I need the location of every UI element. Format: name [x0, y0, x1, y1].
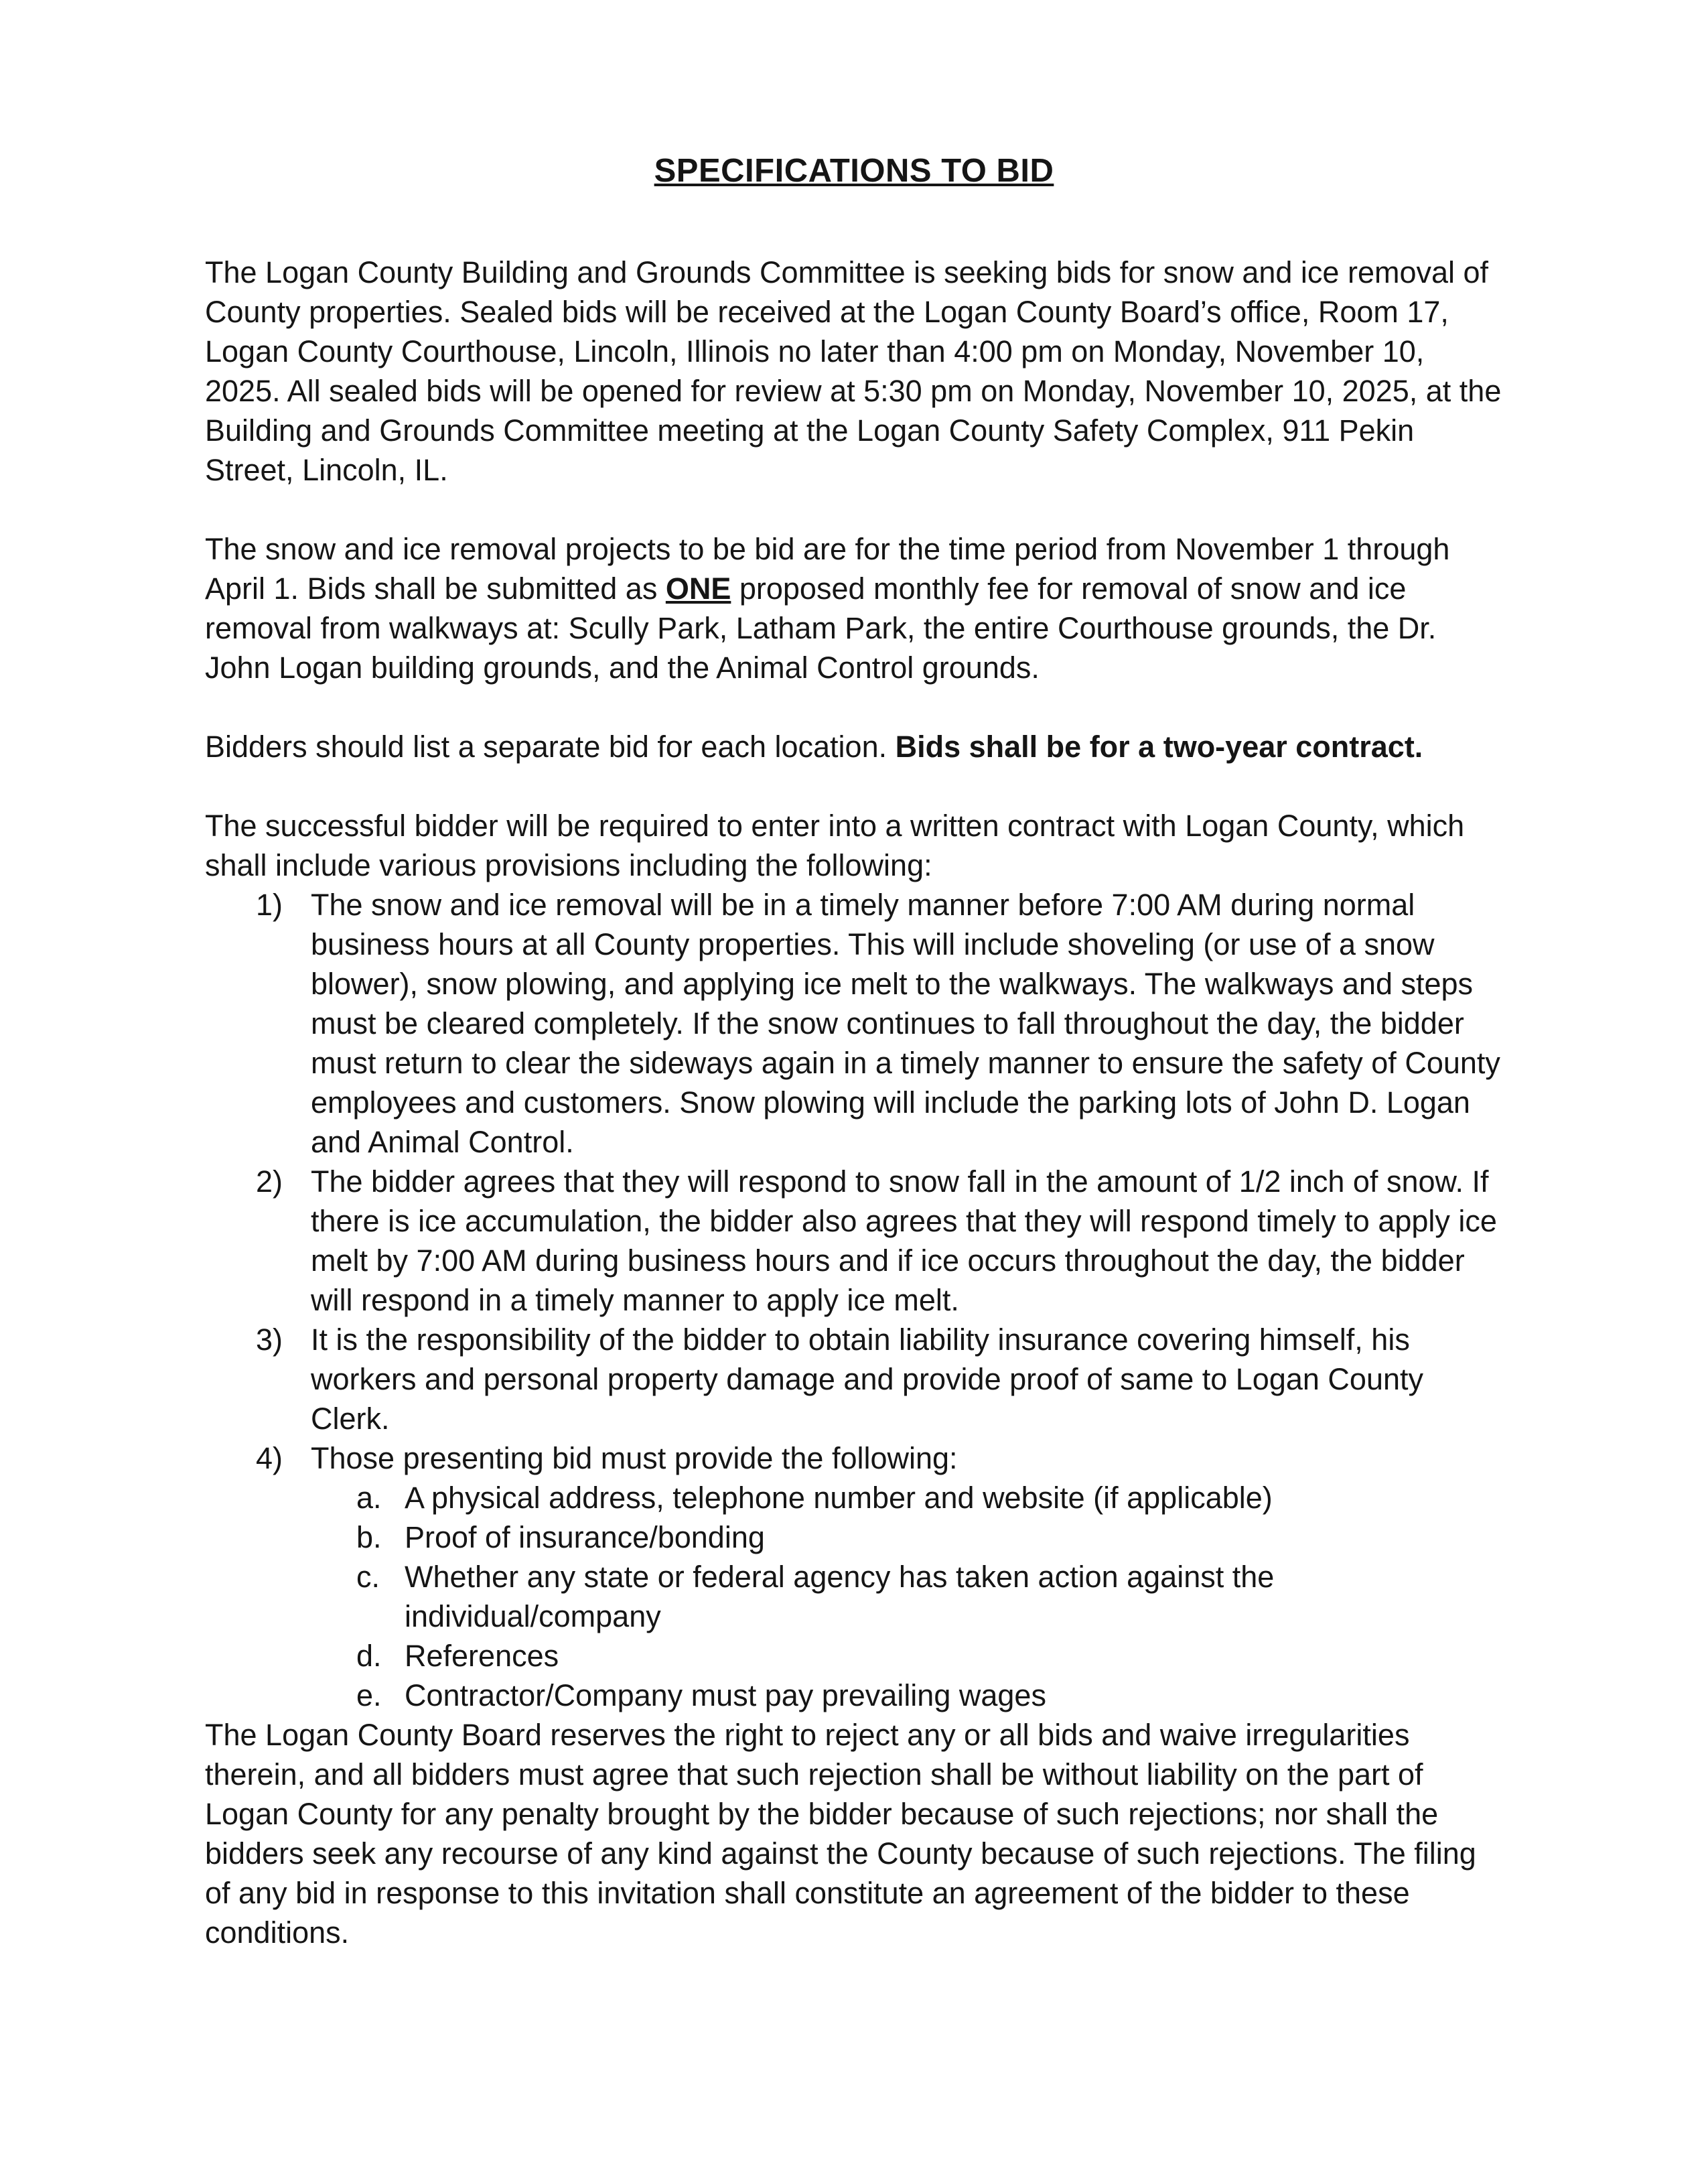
provision-item-2	[205, 1162, 1503, 1320]
bid-period-emphasis-one: ONE	[665, 571, 731, 606]
requirement-item-d-text: References	[405, 1639, 559, 1673]
paragraph-bid-period	[205, 529, 1503, 687]
bid-period-text-after: proposed monthly fee for removal of snow and ice removal from walkways at: Scully Park, Latham Park, the entire Courthouse grounds, the Dr. John Logan building grounds, and the Animal Control grounds.	[205, 571, 1437, 685]
requirement-item-a-letter: a.	[356, 1481, 382, 1515]
requirement-item-a	[205, 1478, 1503, 1517]
paragraph-contract-intro: The successful bidder will be required to enter into a written contract with Logan County, which shall include various provisions including the following:	[205, 809, 1465, 882]
two-year-contract-emphasis: Bids shall be for a two-year contract.	[895, 730, 1423, 764]
requirements-sub-list	[205, 1478, 1503, 1715]
requirement-item-e-text: Contractor/Company must pay prevailing wages	[405, 1678, 1046, 1712]
provision-item-4-text: Those presenting bid must provide the following:	[311, 1441, 958, 1475]
requirement-item-b-letter: b.	[356, 1520, 382, 1554]
requirement-item-c-text: Whether any state or federal agency has taken action against the individual/company	[405, 1560, 1275, 1633]
provision-item-4	[205, 1438, 1503, 1478]
provision-item-2-text: The bidder agrees that they will respond to snow fall in the amount of 1/2 inch of snow. If there is ice accumulation, the bidder also agrees that they will respond timely to apply ice melt by 7:00 AM during business hours and if ice occurs throughout the day, the bidder will respond in a timely manner to apply ice melt.	[311, 1164, 1497, 1317]
requirement-item-c-letter: c.	[356, 1560, 380, 1594]
requirement-item-d	[205, 1636, 1503, 1676]
provision-item-4-number: 4)	[256, 1441, 283, 1475]
separate-bids-text: Bidders should list a separate bid for each location.	[205, 730, 896, 764]
provision-item-1-number: 1)	[256, 888, 283, 922]
provision-item-1-text: The snow and ice removal will be in a timely manner before 7:00 AM during normal business hours at all County properties. This will include shoveling (or use of a snow blower), snow plowing, and applying ice melt to the walkways. The walkways and steps must be cleared completely. If the snow continues to fall throughout the day, the bidder must return to clear the sideways again in a timely manner to ensure the safety of County employees and customers. Snow plowing will include the parking lots of John D. Logan and Animal Control.	[311, 888, 1500, 1159]
provisions-list	[205, 885, 1503, 1715]
requirement-item-b	[205, 1517, 1503, 1557]
provision-item-1	[205, 885, 1503, 1162]
paragraph-closing: The Logan County Board reserves the right to reject any or all bids and waive irregularities therein, and all bidders must agree that such rejection shall be without liability on the part of Logan County for any penalty brought by the bidder because of such rejections; nor shall the bidders seek any recourse of any kind against the County because of such rejections. The filing of any bid in response to this invitation shall constitute an agreement of the bidder to these conditions.	[205, 1718, 1476, 1950]
provision-item-3-text: It is the responsibility of the bidder to obtain liability insurance covering himself, his workers and personal property damage and provide proof of same to Logan County Clerk.	[311, 1323, 1424, 1436]
document-title: SPECIFICATIONS TO BID	[654, 153, 1054, 189]
requirement-item-d-letter: d.	[356, 1639, 382, 1673]
bid-period-text-before: The snow and ice removal projects to be bid are for the time period from November 1 through April 1. Bids shall be submitted as	[205, 532, 1450, 606]
requirement-item-e-letter: e.	[356, 1678, 382, 1712]
requirement-item-a-text: A physical address, telephone number and website (if applicable)	[405, 1481, 1273, 1515]
provision-item-3-number: 3)	[256, 1323, 283, 1357]
provision-item-3	[205, 1320, 1503, 1438]
paragraph-separate-bids	[205, 727, 1503, 766]
requirement-item-c	[205, 1557, 1503, 1636]
requirement-item-b-text: Proof of insurance/bonding	[405, 1520, 765, 1554]
provision-item-2-number: 2)	[256, 1164, 283, 1199]
paragraph-intro: The Logan County Building and Grounds Committee is seeking bids for snow and ice removal of County properties. Sealed bids will be received at the Logan County Board’s office, Room 17, Logan County Courthouse, Lincoln, Illinois no later than 4:00 pm on Monday, November 10, 2025. All sealed bids will be opened for review at 5:30 pm on Monday, November 10, 2025, at the Building and Grounds Committee meeting at the Logan County Safety Complex, 911 Pekin Street, Lincoln, IL.	[205, 255, 1502, 487]
requirement-item-e	[205, 1676, 1503, 1715]
